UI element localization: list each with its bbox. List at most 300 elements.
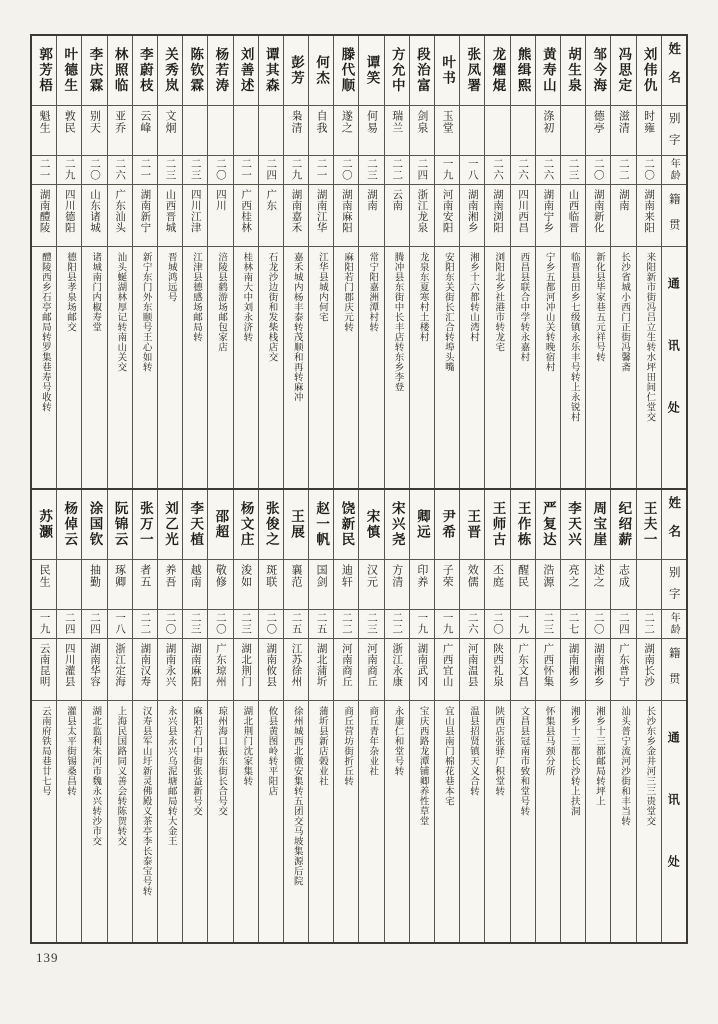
- person-courtesy-name-text: 民生: [38, 564, 51, 588]
- person-origin-text: 广西桂林: [240, 189, 252, 233]
- person-address-text: 宝庆西路龙潭铺卿养性草堂: [417, 706, 428, 826]
- person-age: [234, 610, 258, 639]
- person-origin-text: 湖南湘乡: [466, 189, 478, 233]
- person-age-text: 二三: [240, 612, 252, 635]
- person-origin: [284, 639, 308, 701]
- person-age: [536, 610, 560, 639]
- person-age-text: 二四: [63, 612, 75, 635]
- person-address-text: 麻阳若门郡庆元转: [342, 252, 353, 332]
- person-origin: [435, 185, 459, 247]
- person-origin: [485, 185, 509, 247]
- person-origin: [133, 185, 157, 247]
- person-address: [82, 247, 106, 488]
- person-courtesy-name: [57, 106, 81, 156]
- person-column: [258, 36, 283, 488]
- person-name: [561, 36, 585, 106]
- person-courtesy-name: [183, 106, 207, 156]
- person-origin-text: 湖南醴陵: [38, 189, 50, 233]
- person-name: [410, 36, 434, 106]
- person-courtesy-name-text: 瑞兰: [390, 110, 403, 134]
- person-age: [334, 156, 358, 185]
- person-name-text: 刘善述: [238, 47, 254, 94]
- person-age: [611, 610, 635, 639]
- person-age-text: 二〇: [643, 158, 655, 181]
- person-courtesy-name: [108, 106, 132, 156]
- person-origin: [183, 639, 207, 701]
- person-address: [460, 247, 484, 488]
- person-origin: [183, 185, 207, 247]
- person-origin-text: 湖南浏阳: [491, 189, 503, 233]
- person-origin: [57, 639, 81, 701]
- person-courtesy-name: [485, 560, 509, 610]
- person-column: [409, 36, 434, 488]
- person-column: [207, 36, 232, 488]
- person-origin-text: 湖南汉寿: [139, 643, 151, 687]
- person-address-text: 西昌县联合中学转永嘉村: [518, 252, 529, 362]
- person-column: [333, 36, 358, 488]
- person-name: [334, 36, 358, 106]
- person-age-text: 一九: [517, 612, 529, 635]
- person-name: [309, 36, 333, 106]
- person-address-text: 新宁东门外东颐号王心如转: [140, 252, 151, 372]
- person-age: [410, 610, 434, 639]
- person-name: [183, 36, 207, 106]
- person-age-text: 二〇: [214, 612, 226, 635]
- person-name-text: 段治富: [414, 47, 430, 94]
- person-column: [157, 490, 182, 942]
- person-courtesy-name: [511, 106, 535, 156]
- person-courtesy-name-text: 剑泉: [415, 110, 428, 134]
- person-name: [183, 490, 207, 560]
- person-address-text: 攸县黄图岭转平阳店: [266, 706, 277, 796]
- person-age-text: 二六: [114, 158, 126, 181]
- person-origin: [108, 185, 132, 247]
- person-address: [133, 701, 157, 942]
- person-origin: [511, 185, 535, 247]
- person-age: [57, 610, 81, 639]
- person-address-text: 诸城南门内椒寿堂: [90, 252, 101, 332]
- person-courtesy-name: [611, 106, 635, 156]
- person-name-text: 赵一帆: [314, 501, 330, 548]
- person-courtesy-name-text: 玉堂: [441, 110, 454, 134]
- person-courtesy-name: [536, 560, 560, 610]
- person-origin: [637, 185, 661, 247]
- person-column: [182, 36, 207, 488]
- person-courtesy-name-text: 浩源: [541, 564, 554, 588]
- person-name: [108, 36, 132, 106]
- person-age: [183, 610, 207, 639]
- person-column: [81, 36, 106, 488]
- person-address: [536, 247, 560, 488]
- person-origin: [611, 185, 635, 247]
- person-address-text: 石龙沙边街和发柴栈店交: [266, 252, 277, 362]
- person-origin-text: 四川: [214, 189, 226, 211]
- person-column: [585, 490, 610, 942]
- person-name: [511, 490, 535, 560]
- person-courtesy-name: [284, 560, 308, 610]
- person-courtesy-name: [611, 560, 635, 610]
- person-column: [535, 490, 560, 942]
- person-address-text: 温县招贤镇天义合转: [468, 706, 479, 796]
- person-address: [586, 701, 610, 942]
- person-address: [586, 247, 610, 488]
- person-age-text: 二七: [567, 612, 579, 635]
- person-column: [308, 490, 333, 942]
- person-name: [284, 490, 308, 560]
- page-number: 139: [36, 950, 59, 965]
- person-age: [259, 610, 283, 639]
- person-courtesy-name: [460, 560, 484, 610]
- person-courtesy-name-text: 别天: [88, 110, 101, 134]
- person-address-text: 商丘青年杂业社: [367, 706, 378, 776]
- person-age-text: 一八: [114, 612, 126, 635]
- person-address: [208, 247, 232, 488]
- person-origin: [259, 185, 283, 247]
- person-origin: [284, 185, 308, 247]
- person-age: [586, 610, 610, 639]
- person-age: [385, 610, 409, 639]
- person-origin: [133, 639, 157, 701]
- person-age-text: 二〇: [164, 612, 176, 635]
- person-courtesy-name-text: 方清: [390, 564, 403, 588]
- person-courtesy-name: [234, 106, 258, 156]
- person-name: [284, 36, 308, 106]
- person-address: [637, 247, 661, 488]
- row-header-address: [662, 701, 686, 942]
- person-name-text: 冯思定: [616, 47, 632, 94]
- person-age-text: 二三: [164, 158, 176, 181]
- person-age-text: 一九: [441, 158, 453, 181]
- person-courtesy-name-text: 斑联: [264, 564, 277, 588]
- person-address: [485, 701, 509, 942]
- person-column: [283, 490, 308, 942]
- person-origin-text: 湖南湘乡: [567, 643, 579, 687]
- person-origin-text: 山西晋城: [164, 189, 176, 233]
- row-header-courtesy: [662, 106, 686, 156]
- person-origin-text: 湖南长沙: [643, 643, 655, 687]
- person-origin-text: 湖南宁乡: [542, 189, 554, 233]
- person-address-text: 宁乡五都河冲山关转晚宿村: [543, 252, 554, 372]
- person-name: [611, 36, 635, 106]
- person-address-text: 醴陵西乡石亭邮局转罗集巷寿号收转: [39, 252, 50, 412]
- person-address: [435, 247, 459, 488]
- person-courtesy-name-text: 魁生: [38, 110, 51, 134]
- person-address: [108, 701, 132, 942]
- person-origin-text: 湖北蒲圻: [315, 643, 327, 687]
- person-age: [208, 610, 232, 639]
- person-age: [208, 156, 232, 185]
- person-age: [259, 156, 283, 185]
- person-courtesy-name-text: 养吾: [164, 564, 177, 588]
- person-column: [610, 36, 635, 488]
- person-origin-text: 四川江津: [189, 189, 201, 233]
- person-origin: [460, 639, 484, 701]
- person-name-text: 何杰: [314, 55, 330, 86]
- person-address: [208, 701, 232, 942]
- person-courtesy-name: [32, 106, 56, 156]
- person-column: [157, 36, 182, 488]
- person-origin: [334, 185, 358, 247]
- person-age-text: 一八: [466, 158, 478, 181]
- person-address: [334, 247, 358, 488]
- person-name-text: 刘伟仇: [641, 47, 657, 94]
- person-column: [132, 36, 157, 488]
- person-name: [586, 36, 610, 106]
- person-origin: [158, 639, 182, 701]
- person-origin: [234, 185, 258, 247]
- person-column: [459, 36, 484, 488]
- person-courtesy-name: [435, 560, 459, 610]
- row-header-name-text: 姓名: [666, 496, 681, 553]
- person-origin: [561, 639, 585, 701]
- person-courtesy-name: [410, 560, 434, 610]
- person-name: [586, 490, 610, 560]
- person-address: [158, 247, 182, 488]
- person-address-text: 常宁阳嘉洲潭村转: [367, 252, 378, 332]
- person-courtesy-name: [259, 560, 283, 610]
- person-name: [133, 490, 157, 560]
- person-age-text: 二一: [38, 158, 50, 181]
- person-address-text: 涪陵县鹤游场邮包家店: [216, 252, 227, 352]
- person-origin: [82, 639, 106, 701]
- table-band-1: [32, 36, 686, 488]
- person-age: [284, 156, 308, 185]
- person-name-text: 谭其森: [263, 47, 279, 94]
- person-courtesy-name-text: 亮之: [567, 564, 580, 588]
- person-address-text: 龙泉东夏寒村土楼村: [417, 252, 428, 342]
- person-address-text: 怀集县马颈分所: [543, 706, 554, 776]
- person-column: [434, 490, 459, 942]
- person-name-text: 张俊之: [263, 501, 279, 548]
- person-age-text: 二三: [189, 612, 201, 635]
- person-age-text: 二二: [391, 158, 403, 181]
- person-origin-text: 湖南嘉禾: [290, 189, 302, 233]
- person-courtesy-name: [208, 106, 232, 156]
- person-address: [284, 247, 308, 488]
- person-courtesy-name-text: 敬修: [214, 564, 227, 588]
- person-origin-text: 浙江龙泉: [416, 189, 428, 233]
- person-column: [585, 36, 610, 488]
- person-name-text: 王晋: [465, 509, 481, 540]
- person-address-text: 汕头蜒湖林厚记转南山关交: [115, 252, 126, 372]
- person-column: [258, 490, 283, 942]
- person-address-text: 汉寿县军山圩新灵佛殿义茶亭李长泰宝号转: [140, 706, 151, 896]
- person-name: [511, 36, 535, 106]
- person-column: [384, 490, 409, 942]
- person-courtesy-name-text: 志成: [617, 564, 630, 588]
- person-address: [234, 247, 258, 488]
- person-age-text: 一九: [416, 612, 428, 635]
- person-age-text: 二四: [416, 158, 428, 181]
- person-courtesy-name-text: 越南: [189, 564, 202, 588]
- person-origin-text: 湖南: [366, 189, 378, 211]
- row-header-origin-text: 籍贯: [667, 647, 680, 698]
- person-name: [208, 36, 232, 106]
- person-age: [183, 156, 207, 185]
- person-address-text: 永康仁和堂号转: [392, 706, 403, 776]
- person-age: [637, 156, 661, 185]
- person-origin: [410, 639, 434, 701]
- person-origin: [234, 639, 258, 701]
- person-courtesy-name: [57, 560, 81, 610]
- person-address: [511, 247, 535, 488]
- person-address: [359, 701, 383, 942]
- person-address: [259, 247, 283, 488]
- person-age: [410, 156, 434, 185]
- person-address-text: 来阳新市街冯吕立生转水坪田间仁堂交: [644, 252, 655, 422]
- person-origin: [511, 639, 535, 701]
- person-name-text: 李庆霖: [87, 47, 103, 94]
- person-age-text: 二〇: [592, 158, 604, 181]
- row-header-courtesy-text: 别字: [667, 566, 680, 609]
- person-origin: [158, 185, 182, 247]
- person-courtesy-name: [485, 106, 509, 156]
- person-age-text: 二四: [265, 158, 277, 181]
- person-address: [536, 701, 560, 942]
- person-age: [334, 610, 358, 639]
- person-origin: [309, 185, 333, 247]
- person-age-text: 二五: [290, 612, 302, 635]
- person-origin: [208, 639, 232, 701]
- person-courtesy-name: [359, 560, 383, 610]
- person-age-text: 二一: [315, 158, 327, 181]
- person-name-text: 关秀岚: [163, 47, 179, 94]
- person-origin: [586, 639, 610, 701]
- person-courtesy-name-text: 涤初: [541, 110, 554, 134]
- person-courtesy-name: [561, 106, 585, 156]
- person-courtesy-name: [108, 560, 132, 610]
- person-name-text: 尹希: [440, 509, 456, 540]
- person-address: [460, 701, 484, 942]
- person-courtesy-name: [259, 106, 283, 156]
- person-name-text: 方允中: [389, 47, 405, 94]
- person-address-text: 德阳县孝泉场邮交: [65, 252, 76, 332]
- person-address: [183, 247, 207, 488]
- person-age: [460, 610, 484, 639]
- person-age: [637, 610, 661, 639]
- person-origin: [57, 185, 81, 247]
- person-courtesy-name-text: 浚如: [239, 564, 252, 588]
- person-name: [460, 36, 484, 106]
- person-address-text: 湘乡十三都长沙转上扶洞: [568, 706, 579, 816]
- person-name-text: 王夫一: [641, 501, 657, 548]
- person-age-text: 二二: [617, 158, 629, 181]
- person-address: [611, 247, 635, 488]
- person-name-text: 李天兴: [566, 501, 582, 548]
- person-address-text: 江津县德感场邮局转: [190, 252, 201, 342]
- person-age-text: 二二: [139, 612, 151, 635]
- person-name: [234, 36, 258, 106]
- person-name-text: 郭芳梧: [37, 47, 53, 94]
- person-age: [485, 610, 509, 639]
- person-column: [409, 490, 434, 942]
- person-courtesy-name: [208, 560, 232, 610]
- person-address: [485, 247, 509, 488]
- person-origin-text: 广东文昌: [517, 643, 529, 687]
- person-name-text: 严复达: [540, 501, 556, 548]
- person-origin-text: 湖南湘乡: [592, 643, 604, 687]
- person-age-text: 二〇: [592, 612, 604, 635]
- person-age: [460, 156, 484, 185]
- person-column: [32, 36, 56, 488]
- person-address-text: 湘乡十三都邮局转坪上: [593, 706, 604, 806]
- person-age-text: 二〇: [214, 158, 226, 181]
- person-name: [536, 490, 560, 560]
- person-address-text: 长沙省城小西门正街冯馨斋: [619, 252, 630, 372]
- person-origin-text: 河南安阳: [441, 189, 453, 233]
- person-address: [410, 247, 434, 488]
- person-courtesy-name: [334, 560, 358, 610]
- person-address-text: 桂林南大中刘永济转: [241, 252, 252, 342]
- person-column: [560, 490, 585, 942]
- person-address: [359, 247, 383, 488]
- person-origin: [259, 639, 283, 701]
- row-header-age-text: 年龄: [668, 158, 680, 182]
- person-origin-text: 四川西昌: [517, 189, 529, 233]
- person-column: [484, 490, 509, 942]
- person-origin: [208, 185, 232, 247]
- person-address-text: 湖北监利朱河市魏永兴转沙市交: [90, 706, 101, 846]
- person-name-text: 林照临: [112, 47, 128, 94]
- person-courtesy-name-text: 亚乔: [113, 110, 126, 134]
- row-header-courtesy-text: 别字: [667, 112, 680, 155]
- person-courtesy-name-text: 德亭: [592, 110, 605, 134]
- person-address-text: 上海民国路同义善会转陈贺转交: [115, 706, 126, 846]
- person-address-text: 晋城鸿远号: [165, 252, 176, 302]
- person-name: [32, 490, 56, 560]
- person-age: [108, 610, 132, 639]
- person-age-text: 二六: [517, 158, 529, 181]
- person-courtesy-name-text: 时雍: [642, 110, 655, 134]
- person-origin-text: 云南昆明: [38, 643, 50, 687]
- person-name-text: 纪绍薪: [616, 501, 632, 548]
- person-name: [435, 490, 459, 560]
- person-courtesy-name: [460, 106, 484, 156]
- person-name: [561, 490, 585, 560]
- person-name: [435, 36, 459, 106]
- person-name-text: 宋兴尧: [389, 501, 405, 548]
- row-header-address-text: 通讯处: [666, 731, 681, 917]
- person-origin: [82, 185, 106, 247]
- person-name: [536, 36, 560, 106]
- person-age: [359, 156, 383, 185]
- person-name-text: 龙燿焜: [490, 47, 506, 94]
- person-address: [234, 701, 258, 942]
- person-origin: [460, 185, 484, 247]
- person-courtesy-name: [536, 106, 560, 156]
- row-header-name-text: 姓名: [666, 42, 681, 99]
- person-origin-text: 湖南华容: [88, 643, 100, 687]
- person-name-text: 叶书: [440, 55, 456, 86]
- person-name: [57, 36, 81, 106]
- person-address: [108, 247, 132, 488]
- person-name: [385, 490, 409, 560]
- person-column: [107, 36, 132, 488]
- person-age-text: 二一: [139, 158, 151, 181]
- person-name: [611, 490, 635, 560]
- person-name-text: 杨文庄: [238, 501, 254, 548]
- person-address: [32, 701, 56, 942]
- person-courtesy-name: [410, 106, 434, 156]
- person-address-text: 徐州城西北微安集转五团交马坡集源后院: [291, 706, 302, 886]
- person-origin-text: 河南商丘: [366, 643, 378, 687]
- person-name-text: 王展: [288, 509, 304, 540]
- row-header-origin: [662, 639, 686, 701]
- person-address: [133, 247, 157, 488]
- person-column: [233, 490, 258, 942]
- person-name-text: 杨若涛: [213, 47, 229, 94]
- person-age: [82, 156, 106, 185]
